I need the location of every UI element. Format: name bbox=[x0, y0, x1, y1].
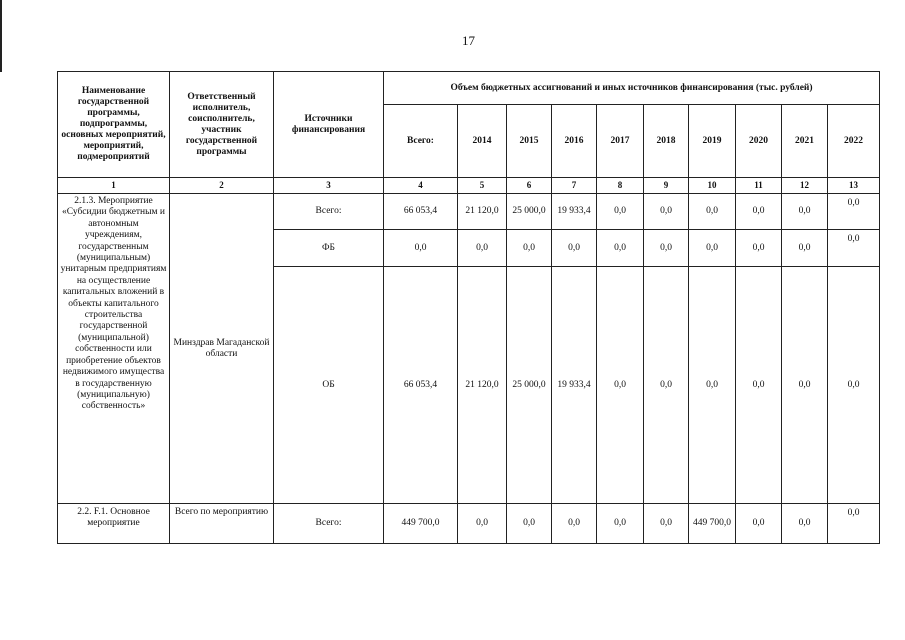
header-sources: Источники финансирования bbox=[274, 72, 384, 178]
value-cell: 0,0 bbox=[597, 230, 644, 267]
value-cell: 0,0 bbox=[689, 194, 736, 230]
value-cell: 19 933,4 bbox=[552, 194, 597, 230]
column-number: 8 bbox=[597, 178, 644, 194]
value-total: 0,0 bbox=[384, 230, 458, 267]
budget-table bbox=[57, 71, 880, 544]
column-number: 7 bbox=[552, 178, 597, 194]
activity-responsible: Минздрав Магаданской области bbox=[170, 194, 274, 504]
value-cell: 0,0 bbox=[736, 504, 782, 544]
value-cell: 0,0 bbox=[828, 230, 880, 267]
value-cell: 0,0 bbox=[736, 267, 782, 504]
source-cell: ФБ bbox=[274, 230, 384, 267]
value-cell: 0,0 bbox=[597, 504, 644, 544]
column-number: 3 bbox=[274, 178, 384, 194]
value-cell: 0,0 bbox=[552, 230, 597, 267]
header-year: 2021 bbox=[782, 105, 828, 178]
page-number: 17 bbox=[462, 33, 475, 48]
header-program-name: Наименование государственной программы, подпрограммы, основных мероприятий, мероприятий, подмероприятий bbox=[58, 72, 170, 178]
value-total: 449 700,0 bbox=[384, 504, 458, 544]
value-cell: 0,0 bbox=[782, 267, 828, 504]
column-number: 13 bbox=[828, 178, 880, 194]
column-number: 11 bbox=[736, 178, 782, 194]
value-cell: 0,0 bbox=[597, 267, 644, 504]
value-cell: 449 700,0 bbox=[689, 504, 736, 544]
value-cell: 0,0 bbox=[552, 504, 597, 544]
value-cell: 0,0 bbox=[689, 230, 736, 267]
table-row-main-activity bbox=[58, 504, 880, 544]
column-number: 2 bbox=[170, 178, 274, 194]
value-cell: 0,0 bbox=[828, 194, 880, 230]
main-activity-name: 2.2. F.1. Основное мероприятие bbox=[58, 504, 170, 544]
value-cell: 21 120,0 bbox=[458, 267, 507, 504]
header-funding-volume: Объем бюджетных ассигнований и иных источников финансирования (тыс. рублей) bbox=[384, 72, 880, 105]
page-edge-rule bbox=[0, 0, 2, 72]
value-cell: 0,0 bbox=[644, 230, 689, 267]
header-year: 2017 bbox=[597, 105, 644, 178]
value-cell: 0,0 bbox=[644, 194, 689, 230]
value-total: 66 053,4 bbox=[384, 267, 458, 504]
main-activity-responsible: Всего по мероприятию bbox=[170, 504, 274, 544]
value-cell: 0,0 bbox=[458, 230, 507, 267]
value-cell: 0,0 bbox=[458, 504, 507, 544]
source-cell: Всего: bbox=[274, 504, 384, 544]
column-number-row bbox=[58, 178, 880, 194]
column-number: 4 bbox=[384, 178, 458, 194]
table-row-total bbox=[58, 194, 880, 230]
column-number: 9 bbox=[644, 178, 689, 194]
value-cell: 25 000,0 bbox=[507, 267, 552, 504]
value-cell: 0,0 bbox=[644, 504, 689, 544]
value-cell: 0,0 bbox=[736, 230, 782, 267]
value-cell: 0,0 bbox=[782, 194, 828, 230]
value-cell: 0,0 bbox=[782, 230, 828, 267]
column-number: 12 bbox=[782, 178, 828, 194]
header-year: 2016 bbox=[552, 105, 597, 178]
value-cell: 0,0 bbox=[689, 267, 736, 504]
header-year: 2022 bbox=[828, 105, 880, 178]
column-number: 5 bbox=[458, 178, 507, 194]
header-year: 2019 bbox=[689, 105, 736, 178]
value-cell: 0,0 bbox=[736, 194, 782, 230]
header-year: 2018 bbox=[644, 105, 689, 178]
value-cell: 19 933,4 bbox=[552, 267, 597, 504]
value-cell: 0,0 bbox=[828, 504, 880, 544]
value-total: 66 053,4 bbox=[384, 194, 458, 230]
value-cell: 0,0 bbox=[507, 504, 552, 544]
value-cell: 0,0 bbox=[507, 230, 552, 267]
value-cell: 21 120,0 bbox=[458, 194, 507, 230]
value-cell: 0,0 bbox=[597, 194, 644, 230]
column-number: 6 bbox=[507, 178, 552, 194]
value-cell: 25 000,0 bbox=[507, 194, 552, 230]
header-year: 2014 bbox=[458, 105, 507, 178]
source-cell: ОБ bbox=[274, 267, 384, 504]
header-total: Всего: bbox=[384, 105, 458, 178]
column-number: 10 bbox=[689, 178, 736, 194]
header-responsible: Ответственный исполнитель, соисполнитель, участник государственной программы bbox=[170, 72, 274, 178]
value-cell: 0,0 bbox=[828, 267, 880, 504]
header-year: 2020 bbox=[736, 105, 782, 178]
column-number: 1 bbox=[58, 178, 170, 194]
value-cell: 0,0 bbox=[644, 267, 689, 504]
value-cell: 0,0 bbox=[782, 504, 828, 544]
source-cell: Всего: bbox=[274, 194, 384, 230]
header-year: 2015 bbox=[507, 105, 552, 178]
activity-name: 2.1.3. Мероприятие «Субсидии бюджетным и автономным учреждениям, государственным (муниципальным) унитарным предприятиям на осуществление капитальных вложений в объекты капитального строительства государственной (муниципальной) собственности или приобретение объектов недвижимого имущества в государственную (муниципальную) собственность» bbox=[58, 194, 170, 504]
